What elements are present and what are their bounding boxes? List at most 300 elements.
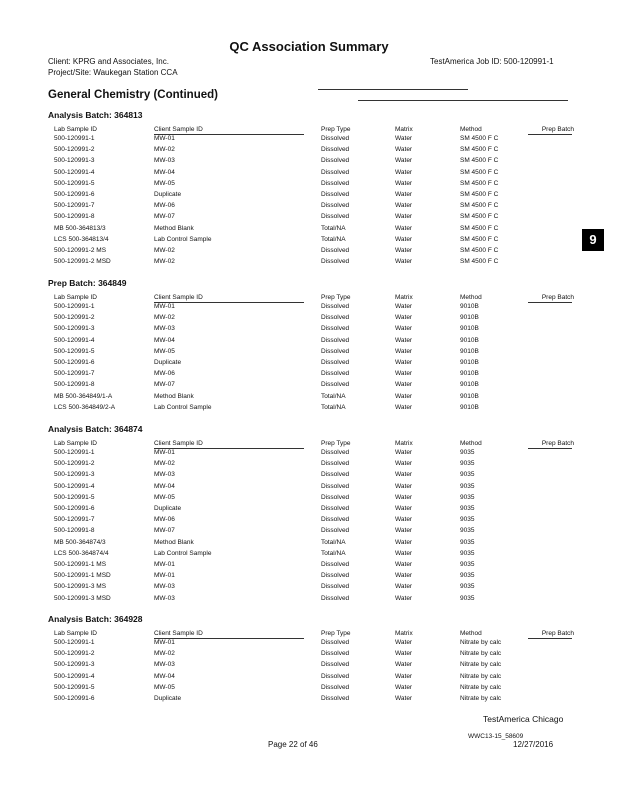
table-cell: Duplicate	[154, 505, 182, 513]
table-cell: 500-120991-8	[54, 381, 95, 389]
table-cell: Dissolved	[321, 381, 350, 389]
table-cell: Dissolved	[321, 213, 350, 221]
column-header: Client Sample ID	[154, 440, 203, 447]
table-cell: 9010B	[460, 347, 479, 355]
table-row	[54, 155, 574, 166]
table-cell: 500-120991-1 MSD	[54, 572, 111, 580]
table-cell	[534, 178, 574, 189]
table-cell: Dissolved	[321, 572, 350, 580]
job-id: TestAmerica Job ID: 500-120991-1	[430, 57, 554, 66]
table-cell: 9010B	[460, 314, 479, 322]
table-cell: MW-07	[154, 527, 175, 535]
table-cell: Nitrate by calc	[460, 661, 502, 669]
table-cell: 500-120991-3	[54, 157, 95, 165]
table-cell: 500-120991-2 MSD	[54, 258, 111, 266]
table-cell: 9035	[460, 561, 475, 569]
column-header: Method	[460, 294, 482, 301]
table-cell: Dissolved	[321, 683, 350, 691]
table-cell: MB 500-364874/3	[54, 538, 106, 546]
table-cell: 9035	[460, 594, 475, 602]
table-cell: Dissolved	[321, 460, 350, 468]
table-cell: Water	[395, 471, 413, 479]
table-cell: Water	[395, 449, 413, 456]
table-cell: Water	[395, 403, 413, 411]
table-row	[54, 346, 574, 357]
table-cell: 9035	[460, 538, 475, 546]
table-cell: Dissolved	[321, 303, 350, 310]
table-cell: Water	[395, 336, 413, 344]
table-cell	[534, 503, 574, 514]
table-cell	[534, 402, 574, 413]
table-cell	[534, 245, 574, 256]
table-cell: 9035	[460, 493, 475, 501]
table-cell: Lab Control Sample	[154, 549, 212, 557]
table-cell: 9035	[460, 527, 475, 535]
table-cell: MW-04	[154, 672, 175, 680]
qc-batch-table	[54, 123, 574, 267]
table-cell: 500-120991-7	[54, 370, 95, 378]
table-cell: 9010B	[460, 336, 479, 344]
table-cell: Dissolved	[321, 639, 350, 646]
table-cell: Dissolved	[321, 695, 350, 703]
table-cell: 9010B	[460, 381, 479, 389]
table-cell: SM 4500 F C	[460, 179, 499, 187]
table-header-row	[54, 291, 574, 301]
table-cell: 9010B	[460, 325, 479, 333]
table-cell: Water	[395, 695, 413, 703]
column-header: Client Sample ID	[154, 294, 203, 301]
table-cell: Total/NA	[321, 403, 346, 411]
table-cell: Method Blank	[154, 538, 194, 546]
table-row	[54, 671, 574, 682]
batch-label: Analysis Batch: 364928	[48, 614, 143, 624]
table-cell	[534, 189, 574, 200]
table-row	[54, 492, 574, 503]
table-cell: 9035	[460, 572, 475, 580]
table-cell	[534, 200, 574, 211]
table-cell: Nitrate by calc	[460, 672, 502, 680]
table-cell: MW-01	[154, 303, 175, 310]
table-cell: 500-120991-5	[54, 179, 95, 187]
table-cell: Water	[395, 583, 413, 591]
table-row	[54, 693, 574, 704]
project-site: Project/Site: Waukegan Station CCA	[48, 68, 178, 77]
table-cell: LCS 500-364849/2-A	[54, 403, 116, 411]
column-header: Method	[460, 440, 482, 447]
table-row	[54, 256, 574, 267]
table-cell: 500-120991-2	[54, 460, 95, 468]
table-row	[54, 525, 574, 536]
table-cell	[534, 346, 574, 357]
table-cell: Dissolved	[321, 672, 350, 680]
table-cell	[534, 301, 574, 312]
table-row	[54, 379, 574, 390]
table-row	[54, 312, 574, 323]
table-cell: Dissolved	[321, 449, 350, 456]
table-cell: MW-05	[154, 347, 175, 355]
table-cell: Method Blank	[154, 392, 194, 400]
table-cell: SM 4500 F C	[460, 213, 499, 221]
table-cell: MW-03	[154, 157, 175, 165]
table-cell: Dissolved	[321, 561, 350, 569]
column-header: Lab Sample ID	[54, 126, 97, 133]
table-row	[54, 469, 574, 480]
table-cell	[534, 581, 574, 592]
table-cell: 500-120991-6	[54, 505, 95, 513]
table-row	[54, 234, 574, 245]
table-cell: 9035	[460, 505, 475, 513]
table-cell: Dissolved	[321, 516, 350, 524]
table-cell	[534, 481, 574, 492]
client-name: Client: KPRG and Associates, Inc.	[48, 57, 169, 66]
table-cell: Duplicate	[154, 359, 182, 367]
table-cell: 500-120991-1	[54, 449, 95, 456]
table-cell: MW-07	[154, 381, 175, 389]
column-header: Prep Type	[321, 294, 351, 301]
table-cell: Water	[395, 258, 413, 266]
table-cell: MW-03	[154, 661, 175, 669]
table-cell: Water	[395, 549, 413, 557]
table-row	[54, 659, 574, 670]
table-cell: 9010B	[460, 370, 479, 378]
table-cell: MW-05	[154, 179, 175, 187]
table-row	[54, 391, 574, 402]
table-cell: Dissolved	[321, 314, 350, 322]
table-cell: Total/NA	[321, 549, 346, 557]
table-cell: LCS 500-364813/4	[54, 235, 109, 243]
table-cell: Dissolved	[321, 594, 350, 602]
table-cell: MW-03	[154, 583, 175, 591]
column-header: Prep Type	[321, 126, 351, 133]
table-cell	[534, 391, 574, 402]
table-cell: 500-120991-1 MS	[54, 561, 107, 569]
table-cell: Dissolved	[321, 650, 350, 658]
qc-batch-table	[54, 627, 574, 704]
table-cell: MW-05	[154, 493, 175, 501]
column-header: Prep Type	[321, 440, 351, 447]
table-cell: Water	[395, 561, 413, 569]
table-cell: Dissolved	[321, 258, 350, 266]
column-header: Matrix	[395, 630, 413, 637]
table-cell: SM 4500 F C	[460, 168, 499, 176]
header-rule	[318, 89, 468, 90]
table-cell: 9035	[460, 460, 475, 468]
table-cell	[534, 648, 574, 659]
column-header: Matrix	[395, 126, 413, 133]
table-cell: SM 4500 F C	[460, 146, 499, 154]
table-cell: Water	[395, 135, 413, 142]
table-cell	[534, 167, 574, 178]
table-cell: 9035	[460, 482, 475, 490]
table-row	[54, 458, 574, 469]
table-cell	[534, 447, 574, 458]
table-cell: Duplicate	[154, 695, 182, 703]
table-cell: Dissolved	[321, 471, 350, 479]
table-cell: Water	[395, 247, 413, 255]
table-cell: MW-02	[154, 460, 175, 468]
table-cell: 500-120991-1	[54, 303, 95, 310]
table-row	[54, 368, 574, 379]
table-cell	[534, 492, 574, 503]
table-cell: Nitrate by calc	[460, 695, 502, 703]
table-cell: Method Blank	[154, 224, 194, 232]
table-cell: Dissolved	[321, 370, 350, 378]
column-header: Prep Batch	[541, 126, 574, 133]
table-cell: Dissolved	[321, 336, 350, 344]
table-cell: MW-01	[154, 449, 175, 456]
table-cell: SM 4500 F C	[460, 235, 499, 243]
table-cell: 500-120991-4	[54, 168, 95, 176]
batch-label: Analysis Batch: 364874	[48, 424, 143, 434]
page-number: Page 22 of 46	[268, 740, 318, 749]
table-row	[54, 514, 574, 525]
table-cell: MW-06	[154, 516, 175, 524]
table-row	[54, 559, 574, 570]
table-row	[54, 133, 574, 144]
table-cell	[534, 559, 574, 570]
qc-batch-table	[54, 437, 574, 604]
table-cell: 500-120991-6	[54, 695, 95, 703]
column-header: Method	[460, 630, 482, 637]
table-cell: Dissolved	[321, 179, 350, 187]
table-cell	[534, 659, 574, 670]
table-cell: Water	[395, 505, 413, 513]
table-cell: 9035	[460, 471, 475, 479]
table-cell: Total/NA	[321, 538, 346, 546]
column-header: Prep Batch	[541, 630, 574, 637]
table-cell: 500-120991-8	[54, 527, 95, 535]
table-cell: MW-02	[154, 247, 175, 255]
table-row	[54, 335, 574, 346]
table-row	[54, 402, 574, 413]
qc-batch-table	[54, 291, 574, 413]
table-cell: Water	[395, 146, 413, 154]
table-cell: Dissolved	[321, 135, 350, 142]
table-cell: Water	[395, 347, 413, 355]
table-cell: Total/NA	[321, 392, 346, 400]
table-row	[54, 167, 574, 178]
table-row	[54, 570, 574, 581]
table-cell: MW-02	[154, 650, 175, 658]
table-cell: MW-04	[154, 336, 175, 344]
table-cell: Water	[395, 303, 413, 310]
table-cell	[534, 514, 574, 525]
table-cell: 500-120991-6	[54, 191, 95, 199]
table-cell: Water	[395, 516, 413, 524]
table-cell: Water	[395, 224, 413, 232]
table-cell: MW-06	[154, 370, 175, 378]
table-cell: 500-120991-7	[54, 202, 95, 210]
table-cell: Lab Control Sample	[154, 235, 212, 243]
table-cell: 9010B	[460, 303, 479, 310]
table-row	[54, 447, 574, 458]
table-cell: Water	[395, 213, 413, 221]
table-cell: 500-120991-3 MSD	[54, 594, 111, 602]
table-row	[54, 189, 574, 200]
table-cell: MW-02	[154, 258, 175, 266]
table-cell: Water	[395, 661, 413, 669]
table-cell: MB 500-364813/3	[54, 224, 106, 232]
table-cell: Water	[395, 572, 413, 580]
table-row	[54, 178, 574, 189]
table-cell: MW-05	[154, 683, 175, 691]
table-cell	[534, 144, 574, 155]
table-cell: Water	[395, 235, 413, 243]
table-cell: Nitrate by calc	[460, 650, 502, 658]
table-cell: Dissolved	[321, 493, 350, 501]
column-header: Lab Sample ID	[54, 440, 97, 447]
table-cell: 500-120991-3 MS	[54, 583, 107, 591]
table-cell: Dissolved	[321, 168, 350, 176]
table-cell: 500-120991-7	[54, 516, 95, 524]
table-cell: Duplicate	[154, 191, 182, 199]
table-cell: 500-120991-1	[54, 135, 95, 142]
table-cell: MW-03	[154, 594, 175, 602]
table-cell: SM 4500 F C	[460, 157, 499, 165]
table-cell	[534, 693, 574, 704]
table-cell: MW-01	[154, 572, 175, 580]
table-cell	[534, 570, 574, 581]
table-cell: Water	[395, 179, 413, 187]
table-cell: Water	[395, 381, 413, 389]
table-header-row	[54, 437, 574, 447]
table-cell: Water	[395, 538, 413, 546]
table-row	[54, 548, 574, 559]
table-row	[54, 503, 574, 514]
table-cell: Dissolved	[321, 583, 350, 591]
column-header: Prep Batch	[541, 294, 574, 301]
table-cell: Water	[395, 493, 413, 501]
table-cell: 500-120991-4	[54, 336, 95, 344]
table-header-row	[54, 123, 574, 133]
table-cell: 500-120991-8	[54, 213, 95, 221]
table-cell: MW-01	[154, 561, 175, 569]
table-cell: Total/NA	[321, 224, 346, 232]
table-cell: Water	[395, 594, 413, 602]
table-cell: SM 4500 F C	[460, 191, 499, 199]
table-cell	[534, 155, 574, 166]
table-cell: 9035	[460, 516, 475, 524]
column-header: Matrix	[395, 440, 413, 447]
table-cell: 500-120991-2	[54, 650, 95, 658]
table-cell: SM 4500 F C	[460, 224, 499, 232]
table-cell: Water	[395, 157, 413, 165]
section-heading: General Chemistry (Continued)	[48, 89, 218, 101]
table-cell: Water	[395, 191, 413, 199]
table-cell: Nitrate by calc	[460, 683, 502, 691]
table-cell	[534, 133, 574, 144]
table-cell: 9010B	[460, 359, 479, 367]
table-cell: SM 4500 F C	[460, 258, 499, 266]
table-cell: SM 4500 F C	[460, 202, 499, 210]
table-cell: Water	[395, 482, 413, 490]
table-cell: 500-120991-3	[54, 471, 95, 479]
table-cell: MW-06	[154, 202, 175, 210]
table-cell	[534, 637, 574, 648]
table-cell: Dissolved	[321, 661, 350, 669]
table-cell	[534, 469, 574, 480]
table-cell: 500-120991-2	[54, 314, 95, 322]
table-row	[54, 200, 574, 211]
table-cell: Water	[395, 672, 413, 680]
table-cell: 9010B	[460, 392, 479, 400]
table-cell: MB 500-364849/1-A	[54, 392, 113, 400]
table-header-row	[54, 627, 574, 637]
table-cell	[534, 548, 574, 559]
column-header: Prep Type	[321, 630, 351, 637]
table-row	[54, 648, 574, 659]
table-cell	[534, 335, 574, 346]
report-date: 12/27/2016	[513, 740, 554, 749]
table-row	[54, 301, 574, 312]
table-cell	[534, 357, 574, 368]
table-cell: MW-07	[154, 213, 175, 221]
table-cell	[534, 223, 574, 234]
table-cell: 500-120991-4	[54, 672, 95, 680]
table-cell: MW-03	[154, 325, 175, 333]
table-cell: Water	[395, 392, 413, 400]
table-cell: 500-120991-1	[54, 639, 95, 646]
table-cell	[534, 312, 574, 323]
table-cell: Dissolved	[321, 247, 350, 255]
table-cell: Water	[395, 325, 413, 333]
table-row	[54, 357, 574, 368]
table-cell: Dissolved	[321, 505, 350, 513]
table-cell: MW-04	[154, 168, 175, 176]
table-cell: 500-120991-4	[54, 482, 95, 490]
table-row	[54, 144, 574, 155]
column-header: Matrix	[395, 294, 413, 301]
table-cell: Dissolved	[321, 202, 350, 210]
table-cell	[534, 525, 574, 536]
table-cell: Dissolved	[321, 146, 350, 154]
table-cell: 500-120991-3	[54, 325, 95, 333]
table-cell: Nitrate by calc	[460, 639, 502, 646]
table-cell	[534, 379, 574, 390]
table-cell: Water	[395, 639, 413, 646]
document-id: WWC13-15_58609	[468, 733, 524, 740]
footer-company: TestAmerica Chicago	[483, 714, 564, 724]
table-row	[54, 223, 574, 234]
table-cell: Dissolved	[321, 157, 350, 165]
table-cell	[534, 256, 574, 267]
column-header: Method	[460, 126, 482, 133]
table-row	[54, 211, 574, 222]
table-cell: Lab Control Sample	[154, 403, 212, 411]
table-cell: Water	[395, 202, 413, 210]
table-cell: SM 4500 F C	[460, 247, 499, 255]
table-cell: Water	[395, 370, 413, 378]
table-cell	[534, 682, 574, 693]
table-cell: MW-01	[154, 135, 175, 142]
table-cell: Total/NA	[321, 235, 346, 243]
table-cell: 9010B	[460, 403, 479, 411]
table-cell: Water	[395, 460, 413, 468]
table-cell	[534, 211, 574, 222]
header-rule	[358, 100, 568, 101]
table-cell: 500-120991-6	[54, 359, 95, 367]
table-cell: MW-02	[154, 314, 175, 322]
table-cell: Dissolved	[321, 191, 350, 199]
table-row	[54, 537, 574, 548]
batch-label: Prep Batch: 364849	[48, 278, 127, 288]
table-cell: Water	[395, 359, 413, 367]
table-cell: MW-04	[154, 482, 175, 490]
table-row	[54, 581, 574, 592]
table-cell	[534, 458, 574, 469]
table-cell: Dissolved	[321, 359, 350, 367]
column-header: Lab Sample ID	[54, 630, 97, 637]
